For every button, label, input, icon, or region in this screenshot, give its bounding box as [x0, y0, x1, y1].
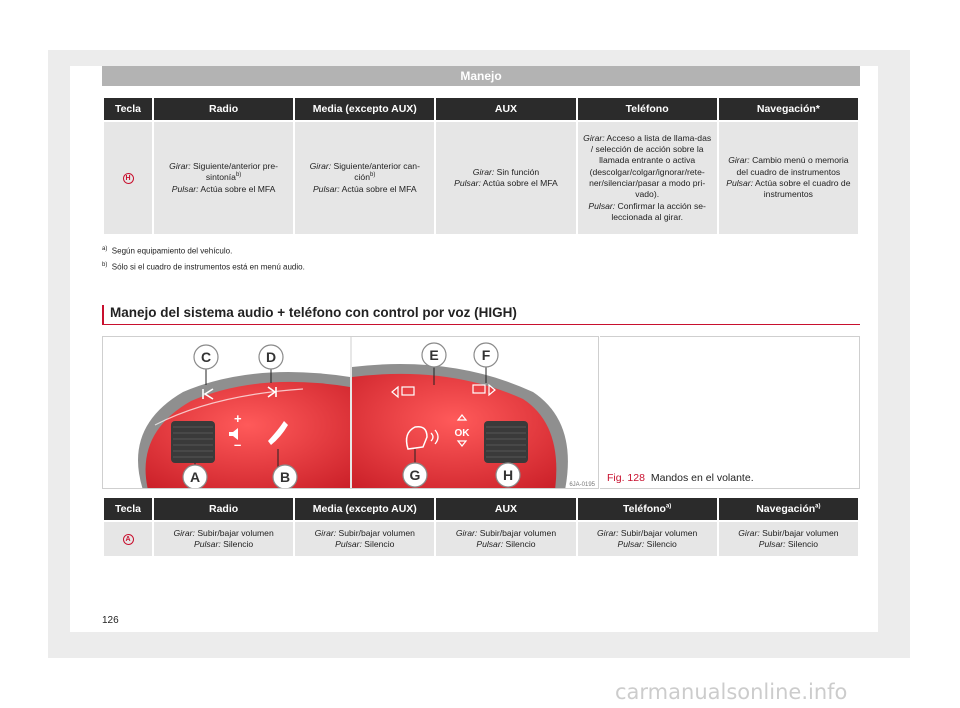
table-row	[104, 520, 858, 556]
watermark: carmanualsonline.info	[615, 680, 848, 704]
cell-nav: Girar: Subir/bajar volumen Pulsar: Silencio	[719, 520, 858, 556]
callout-f	[474, 343, 498, 367]
callout-b	[273, 465, 297, 489]
page-number: 126	[102, 615, 119, 626]
figure-caption-box	[600, 336, 860, 489]
volume-minus: –	[234, 437, 242, 452]
cell-media: Girar: Siguiente/anterior can-ción$^{b)}$ Pulsar: Actúa sobre el MFA	[295, 120, 434, 234]
key-cell	[104, 520, 152, 556]
svg-text:A: A	[189, 469, 201, 485]
key-badge-a: A	[123, 534, 134, 545]
key-badge-h: H	[123, 173, 134, 184]
callout-d	[259, 345, 283, 369]
col-header-media: Media (excepto AUX)	[295, 498, 434, 520]
subsection-title: Manejo del sistema audio + teléfono con control por voz (HIGH)	[102, 305, 860, 325]
cell-radio: Girar: Siguiente/anterior pre-sintonía$^{b)}$ Pulsar: Actúa sobre el MFA	[154, 120, 293, 234]
volume-plus: +	[234, 411, 242, 426]
col-header-key: Tecla	[104, 98, 152, 120]
col-header-phone: Teléfono$^{a)}$	[578, 498, 717, 520]
footnotes	[102, 246, 305, 277]
svg-text:B: B	[279, 469, 291, 485]
svg-text:D: D	[265, 349, 277, 365]
cell-aux: Girar: Subir/bajar volumen Pulsar: Silencio	[436, 520, 575, 556]
callout-h	[496, 463, 520, 487]
footnote-b: $^{b)}$ Sólo si el cuadro de instrumentos está en menú audio.	[102, 261, 305, 272]
figure-code: 6JA-0195	[569, 482, 595, 488]
cell-aux: Girar: Sin función Pulsar: Actúa sobre el MFA	[436, 120, 575, 234]
callout-a	[183, 465, 207, 489]
col-header-nav: Navegación$^{a)}$	[719, 498, 858, 520]
cell-phone: Girar: Acceso a lista de llama-das / selección de acción sobre la llamada entrante o activa (descolgar/colgar/ignorar/rete-ner/silenciar/pasar a modo pri-vado). Pulsar: Confirmar la acción se-leccionada al girar.	[578, 120, 717, 234]
col-header-phone: Teléfono	[578, 98, 717, 120]
svg-text:E: E	[429, 347, 439, 363]
callout-g	[403, 463, 427, 487]
ok-label: OK	[454, 428, 470, 439]
controls-table-1	[102, 98, 860, 234]
col-header-radio: Radio	[154, 498, 293, 520]
svg-text:F: F	[481, 347, 491, 363]
col-header-aux: AUX	[436, 98, 575, 120]
cell-radio: Girar: Subir/bajar volumen Pulsar: Silencio	[154, 520, 293, 556]
figure-caption	[607, 472, 754, 484]
cell-nav: Girar: Cambio menú o memoria del cuadro de instrumentos Pulsar: Actúa sobre el cuadro de instrumentos	[719, 120, 858, 234]
controls-table-2	[102, 498, 860, 556]
col-header-radio: Radio	[154, 98, 293, 120]
table-row	[104, 120, 858, 234]
steering-wheel-figure	[102, 336, 599, 489]
key-cell	[104, 120, 152, 234]
steering-controls-illustration	[103, 337, 599, 489]
col-header-key: Tecla	[104, 498, 152, 520]
cell-media: Girar: Subir/bajar volumen Pulsar: Silencio	[295, 520, 434, 556]
callout-c	[194, 345, 218, 369]
footnote-a: $^{a)}$ Según equipamiento del vehículo.	[102, 246, 233, 256]
col-header-aux: AUX	[436, 498, 575, 520]
svg-text:H: H	[502, 467, 514, 483]
col-header-nav: Navegación*	[719, 98, 858, 120]
svg-text:C: C	[200, 349, 212, 365]
col-header-media: Media (excepto AUX)	[295, 98, 434, 120]
section-header: Manejo	[102, 66, 860, 86]
callout-e	[422, 343, 446, 367]
figure-caption-text: Mandos en el volante.	[650, 472, 754, 484]
cell-phone: Girar: Subir/bajar volumen Pulsar: Silencio	[578, 520, 717, 556]
svg-text:G: G	[409, 467, 421, 483]
figure-number: Fig. 128	[607, 472, 645, 484]
